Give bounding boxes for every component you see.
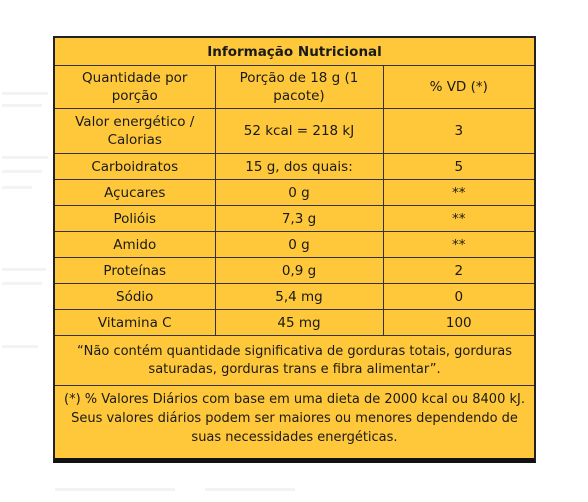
table-row xyxy=(55,109,534,154)
nutrient-name: Sódio xyxy=(55,284,215,310)
nutrient-daily-value: 100 xyxy=(383,310,534,336)
nutrient-name: Valor energético / Calorias xyxy=(55,109,215,154)
nutrient-daily-value: 0 xyxy=(383,284,534,310)
header-daily-value: % VD (*) xyxy=(383,66,534,109)
footnote-text: (*) % Valores Diários com base em uma dieta de 2000 kcal ou 8400 kJ. Seus valores diários podem ser maiores ou menores dependendo de suas necessidades energéticas. xyxy=(55,386,534,451)
background-artifact xyxy=(2,345,38,348)
disclaimer-row xyxy=(55,336,534,386)
header-quantity: Quantidade por porção xyxy=(55,66,215,109)
nutrition-table xyxy=(55,38,534,450)
background-artifact xyxy=(205,488,295,491)
table-header-row xyxy=(55,66,534,109)
table-title-row xyxy=(55,38,534,66)
nutrition-facts-panel xyxy=(53,36,536,463)
nutrient-amount: 52 kcal = 218 kJ xyxy=(215,109,383,154)
table-row xyxy=(55,206,534,232)
background-artifact xyxy=(2,104,42,107)
nutrient-amount: 0 g xyxy=(215,232,383,258)
nutrient-amount: 15 g, dos quais: xyxy=(215,154,383,180)
background-artifact xyxy=(2,92,48,95)
nutrient-amount: 7,3 g xyxy=(215,206,383,232)
nutrient-name: Vitamina C xyxy=(55,310,215,336)
table-row xyxy=(55,154,534,180)
background-artifact xyxy=(2,282,42,285)
background-artifact xyxy=(2,268,46,271)
nutrient-name: Amido xyxy=(55,232,215,258)
background-artifact xyxy=(2,156,48,159)
background-artifact xyxy=(55,488,175,491)
background-artifact xyxy=(2,170,42,173)
table-title: Informação Nutricional xyxy=(55,38,534,66)
nutrient-name: Carboidratos xyxy=(55,154,215,180)
disclaimer-text: “Não contém quantidade significativa de gorduras totais, gorduras saturadas, gorduras trans e fibra alimentar”. xyxy=(55,336,534,386)
table-row xyxy=(55,284,534,310)
nutrient-name: Polióis xyxy=(55,206,215,232)
nutrient-amount: 5,4 mg xyxy=(215,284,383,310)
nutrient-amount: 0,9 g xyxy=(215,258,383,284)
nutrient-amount: 0 g xyxy=(215,180,383,206)
nutrient-daily-value: ** xyxy=(383,206,534,232)
nutrient-daily-value: 2 xyxy=(383,258,534,284)
nutrient-name: Açucares xyxy=(55,180,215,206)
header-portion: Porção de 18 g (1 pacote) xyxy=(215,66,383,109)
table-row xyxy=(55,310,534,336)
nutrient-name: Proteínas xyxy=(55,258,215,284)
footnote-row xyxy=(55,386,534,451)
nutrient-daily-value: 3 xyxy=(383,109,534,154)
table-row xyxy=(55,258,534,284)
nutrient-daily-value: 5 xyxy=(383,154,534,180)
table-row xyxy=(55,180,534,206)
nutrient-amount: 45 mg xyxy=(215,310,383,336)
nutrient-daily-value: ** xyxy=(383,180,534,206)
table-row xyxy=(55,232,534,258)
background-artifact xyxy=(2,186,32,189)
nutrient-daily-value: ** xyxy=(383,232,534,258)
